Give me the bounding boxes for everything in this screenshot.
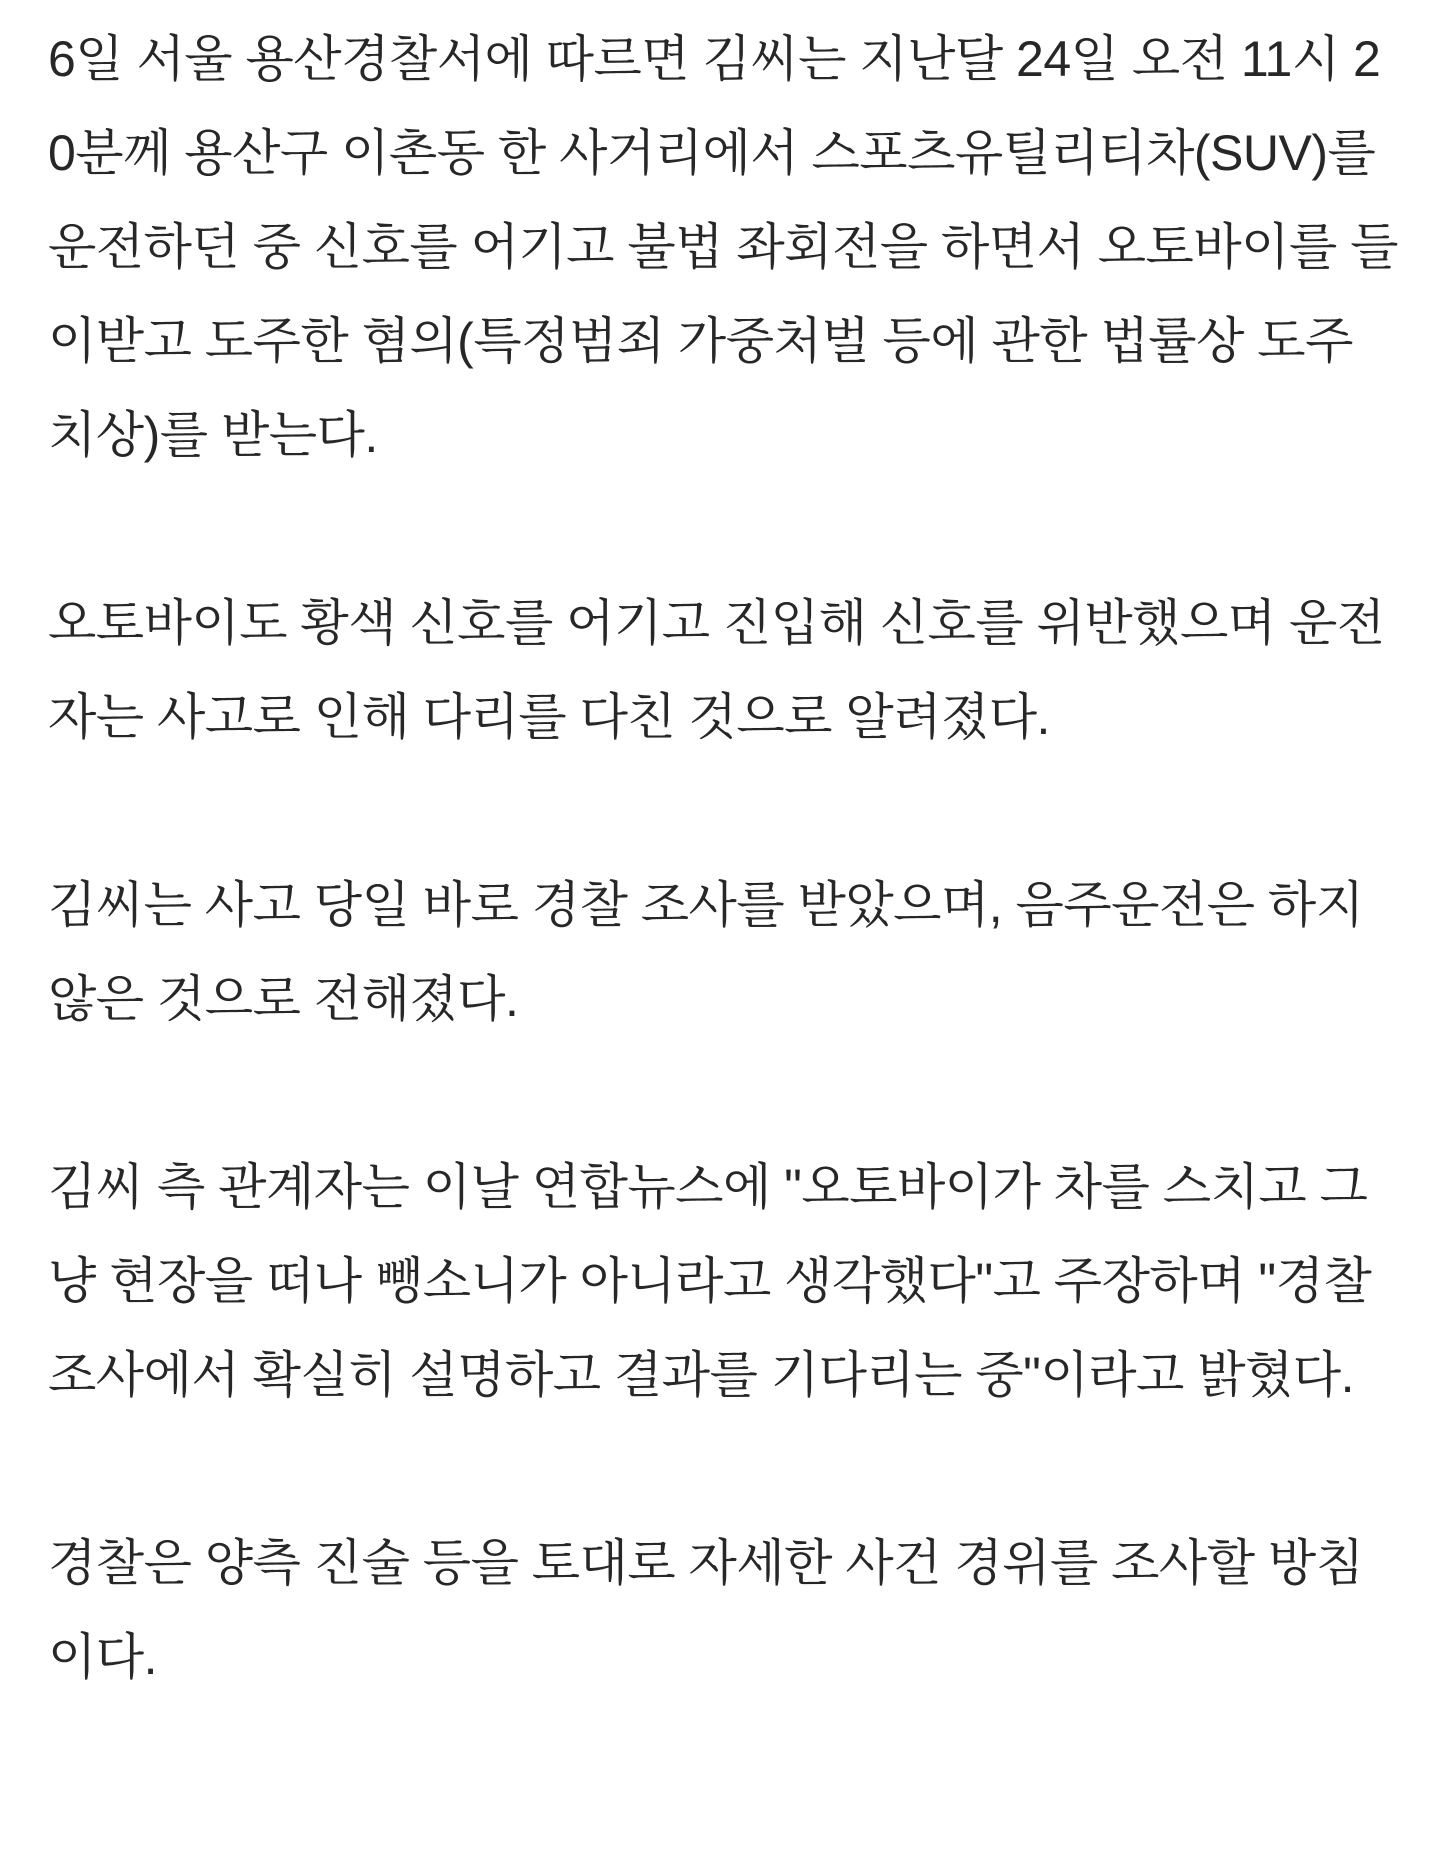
article-paragraph-3: 김씨는 사고 당일 바로 경찰 조사를 받았으며, 음주운전은 하지 않은 것으로 전해졌다. [48,877,1364,1027]
article-paragraph-2: 오토바이도 황색 신호를 어기고 진입해 신호를 위반했으며 운전자는 사고로 인해 다리를 다친 것으로 알려졌다. [48,595,1385,745]
article-paragraph-5: 경찰은 양측 진술 등을 토대로 자세한 사건 경위를 조사할 방침이다. [48,1535,1364,1685]
article-paragraph-1: 6일 서울 용산경찰서에 따르면 김씨는 지난달 24일 오전 11시 20분께 용산구 이촌동 한 사거리에서 스포츠유틸리티차(SUV)를 운전하던 중 신호를 어기고 불법 좌회전을 하면서 오토바이를 들이받고 도주한 혐의(특정범죄 가중처벌 등에 관한 법률상 도주치상)를 받는다. [48,31,1398,463]
article-paragraph-4: 김씨 측 관계자는 이날 연합뉴스에 "오토바이가 차를 스치고 그냥 현장을 떠나 뺑소니가 아니라고 생각했다"고 주장하며 "경찰 조사에서 확실히 설명하고 결과를 기다리는 중"이라고 밝혔다. [48,1159,1372,1403]
